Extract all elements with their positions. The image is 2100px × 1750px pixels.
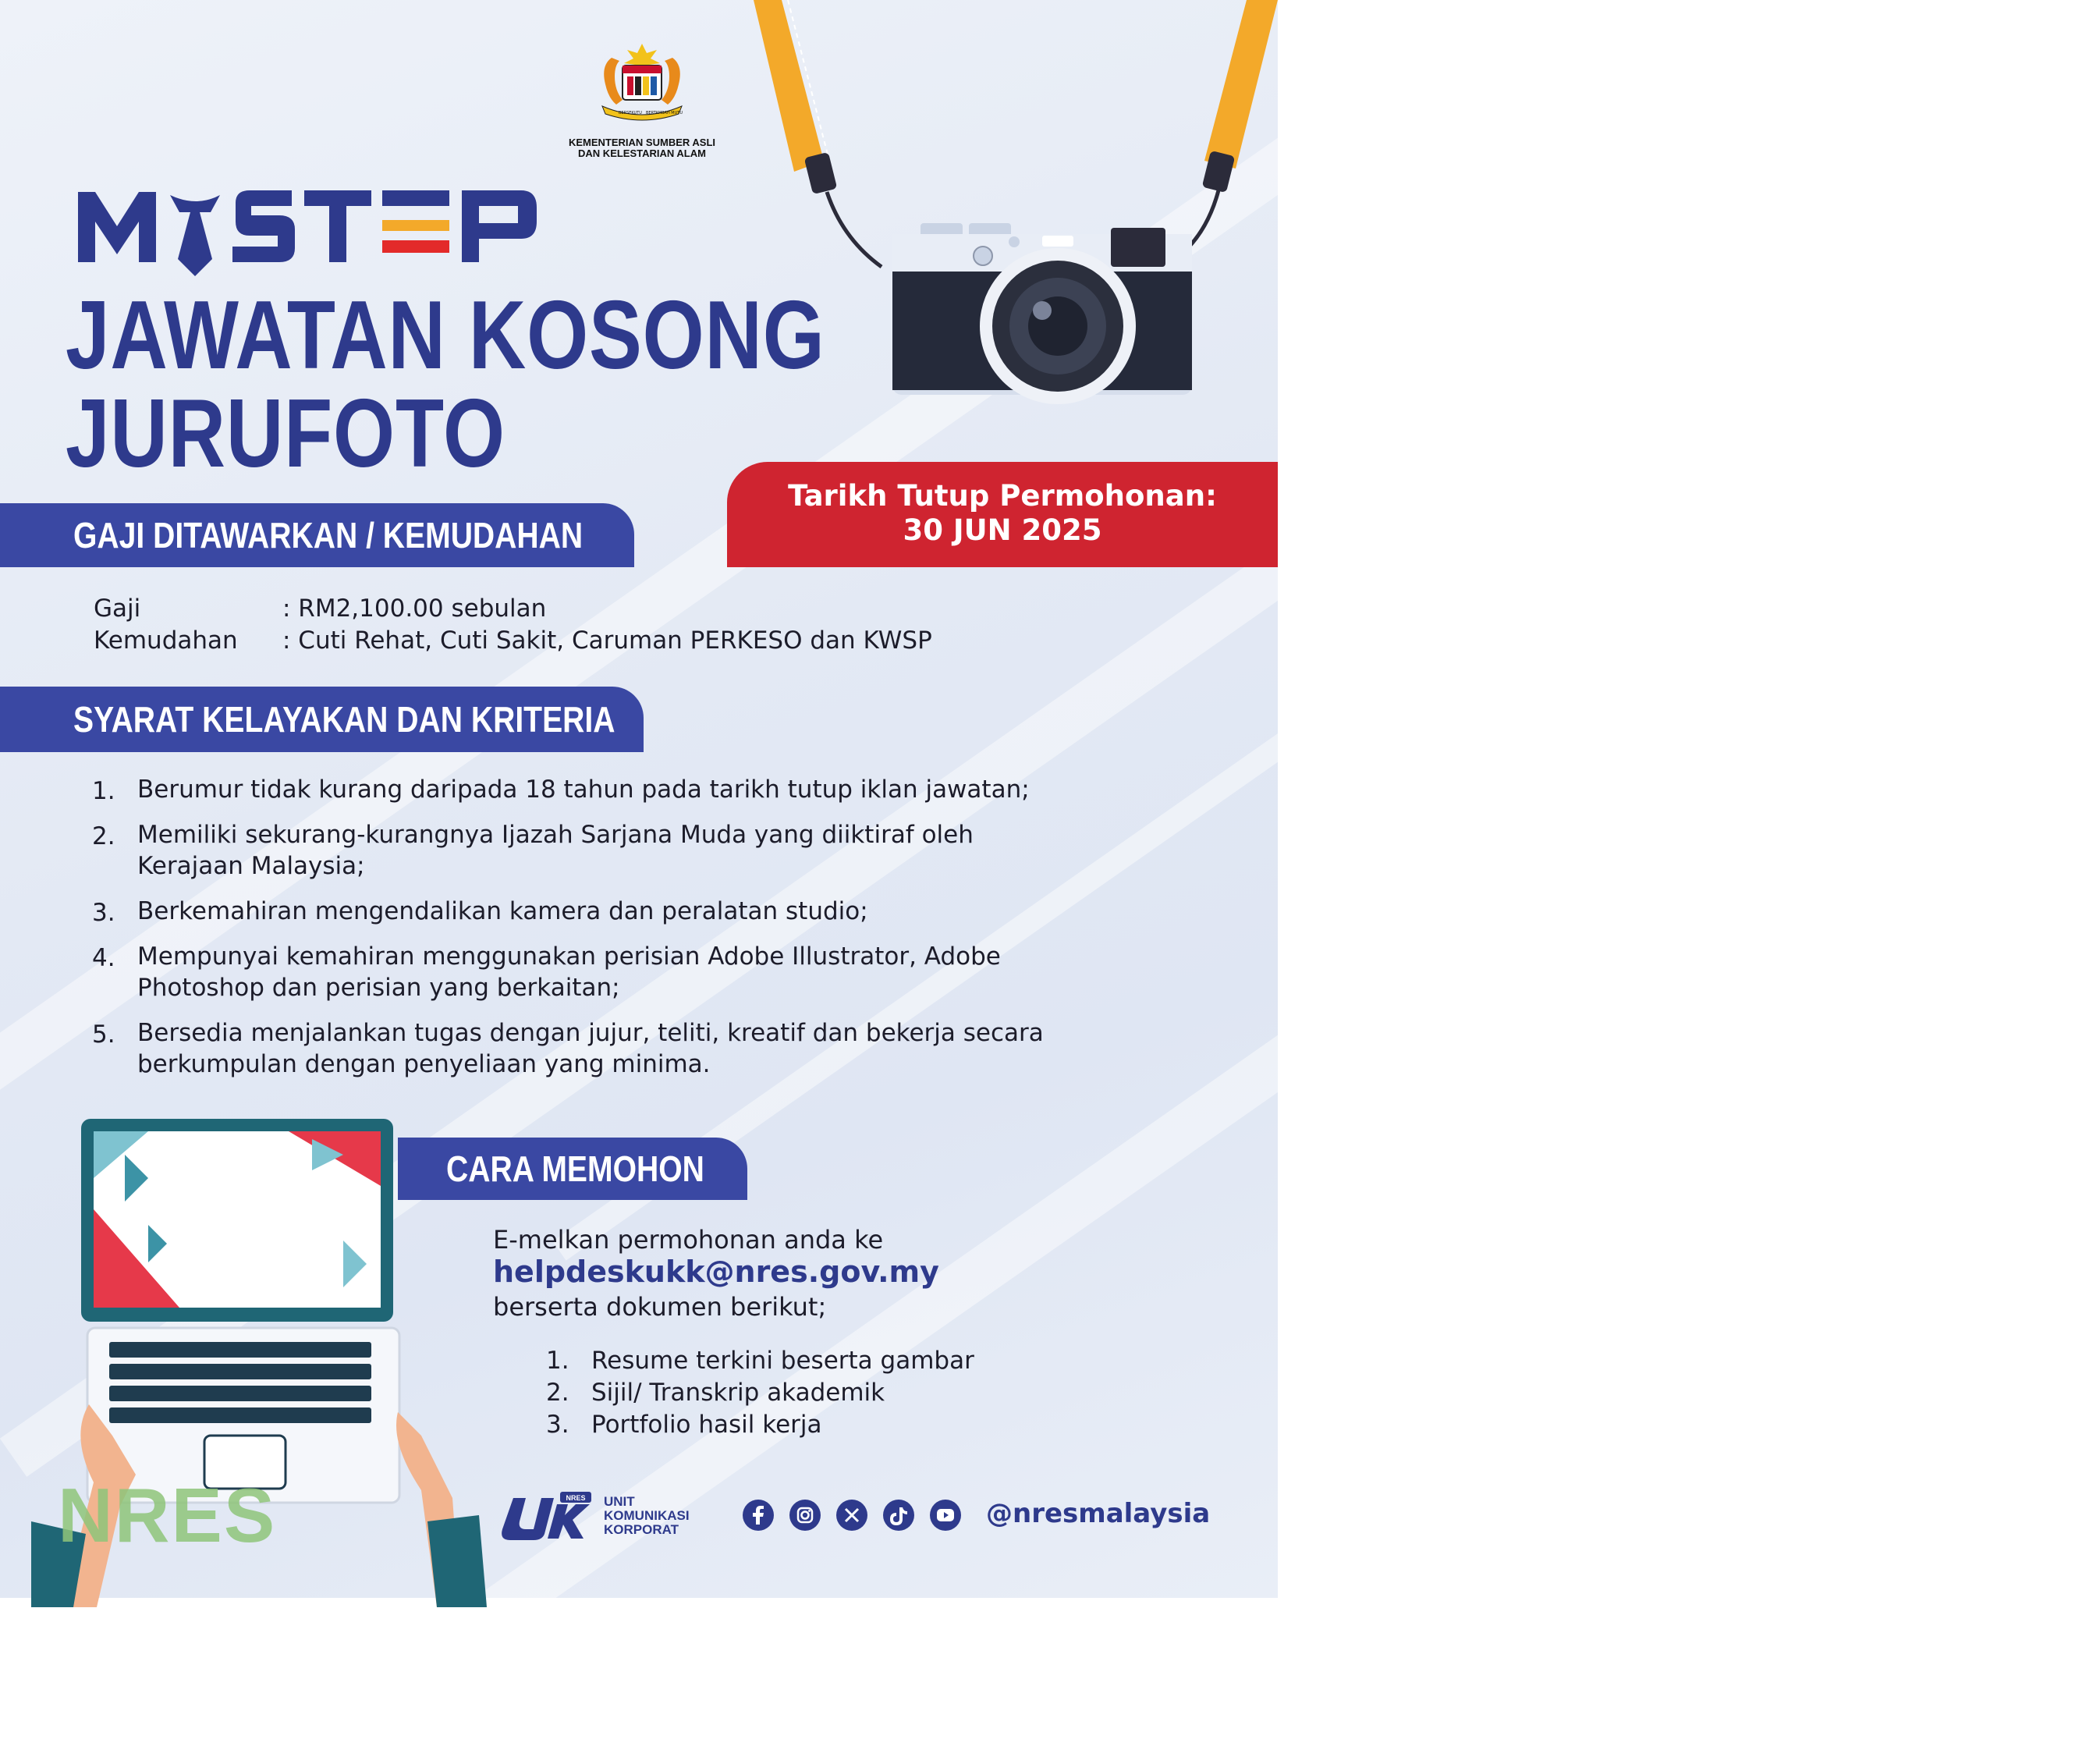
requirement-line: Bersedia menjalankan tugas dengan jujur, teliti, kreatif dan bekerja secara: [137, 1019, 1044, 1047]
requirement-line: Memiliki sekurang-kurangnya Ijazah Sarjana Muda yang diiktiraf oleh: [137, 821, 974, 849]
apply-outro: berserta dokumen berikut;: [493, 1292, 827, 1322]
requirements-section-heading: [0, 687, 644, 752]
requirement-number: 4.: [92, 944, 115, 972]
benefits-label: Kemudahan: [94, 627, 238, 655]
ministry-name: [546, 137, 738, 159]
crest-motto: BERTAMBAH MUTU: [646, 111, 683, 115]
ukk-line: KORPORAT: [604, 1522, 679, 1537]
document-number: 3.: [546, 1411, 569, 1439]
x-icon[interactable]: [836, 1500, 867, 1531]
logo-text: MYSTEP: [78, 176, 81, 177]
requirement-line: Photoshop dan perisian yang berkaitan;: [137, 974, 620, 1002]
requirement-item: [137, 896, 868, 927]
document-item: Portfolio hasil kerja: [591, 1411, 822, 1439]
title-line-2: JURUFOTO: [66, 380, 505, 488]
requirement-item: [137, 774, 1030, 805]
salary-heading-text: GAJI DITAWARKAN / KEMUDAHAN: [73, 515, 584, 556]
document-item: Resume terkini beserta gambar: [591, 1347, 974, 1375]
requirement-line: berkumpulan dengan penyeliaan yang minima.: [137, 1050, 711, 1078]
ministry-line: KEMENTERIAN SUMBER ASLI: [568, 137, 716, 148]
social-handle[interactable]: @nresmalaysia: [986, 1498, 1211, 1529]
instagram-icon[interactable]: [789, 1500, 821, 1531]
requirements-heading-text: SYARAT KELAYAKAN DAN KRITERIA: [73, 699, 615, 740]
requirement-number: 3.: [92, 899, 115, 927]
ministry-line: DAN KELESTARIAN ALAM: [578, 147, 706, 159]
apply-heading-text: CARA MEMOHON: [446, 1148, 704, 1189]
nres-watermark: NRES: [58, 1472, 277, 1558]
deadline-date: 30 JUN 2025: [903, 513, 1102, 547]
mystep-logo: [78, 176, 562, 286]
salary-section-heading: [0, 503, 634, 567]
title-line-1: JAWATAN KOSONG: [66, 282, 825, 389]
tiktok-icon[interactable]: [883, 1500, 914, 1531]
ukk-line: UNIT: [604, 1494, 635, 1509]
deadline-label: Tarikh Tutup Permohonan:: [788, 479, 1217, 513]
requirement-line: Berkemahiran mengendalikan kamera dan peralatan studio;: [137, 897, 868, 925]
document-number: 2.: [546, 1379, 569, 1407]
requirement-line: Berumur tidak kurang daripada 18 tahun pada tarikh tutup iklan jawatan;: [137, 776, 1030, 804]
requirement-item: [137, 941, 1001, 1003]
coat-of-arms-icon: [584, 41, 701, 126]
requirement-item: [137, 819, 974, 882]
requirement-line: Kerajaan Malaysia;: [137, 852, 365, 880]
salary-label: Gaji: [94, 595, 141, 623]
requirement-number: 5.: [92, 1021, 115, 1049]
benefits-value: : Cuti Rehat, Cuti Sakit, Caruman PERKESO dan KWSP: [282, 627, 932, 655]
salary-value: : RM2,100.00 sebulan: [282, 595, 547, 623]
crest-motto: BERSEKUTU: [619, 111, 642, 115]
apply-email-link[interactable]: helpdeskukk@nres.gov.my: [493, 1255, 939, 1289]
ukk-logo: [509, 1492, 594, 1540]
apply-section-heading: [398, 1138, 747, 1200]
ukk-line: KOMUNIKASI: [604, 1508, 690, 1523]
deadline-box: [727, 462, 1278, 567]
youtube-icon[interactable]: [930, 1500, 961, 1531]
requirement-line: Mempunyai kemahiran menggunakan perisian Adobe Illustrator, Adobe: [137, 942, 1001, 971]
requirement-number: 2.: [92, 822, 115, 850]
apply-intro: E-melkan permohonan anda ke: [493, 1225, 884, 1255]
facebook-icon[interactable]: [743, 1500, 774, 1531]
camera-illustration: [780, 0, 1278, 406]
ukk-badge-text: NRES: [566, 1494, 586, 1502]
requirement-number: 1.: [92, 777, 115, 805]
requirement-item: [137, 1017, 1044, 1080]
document-item: Sijil/ Transkrip akademik: [591, 1379, 885, 1407]
document-number: 1.: [546, 1347, 569, 1375]
ukk-name: [604, 1495, 690, 1537]
